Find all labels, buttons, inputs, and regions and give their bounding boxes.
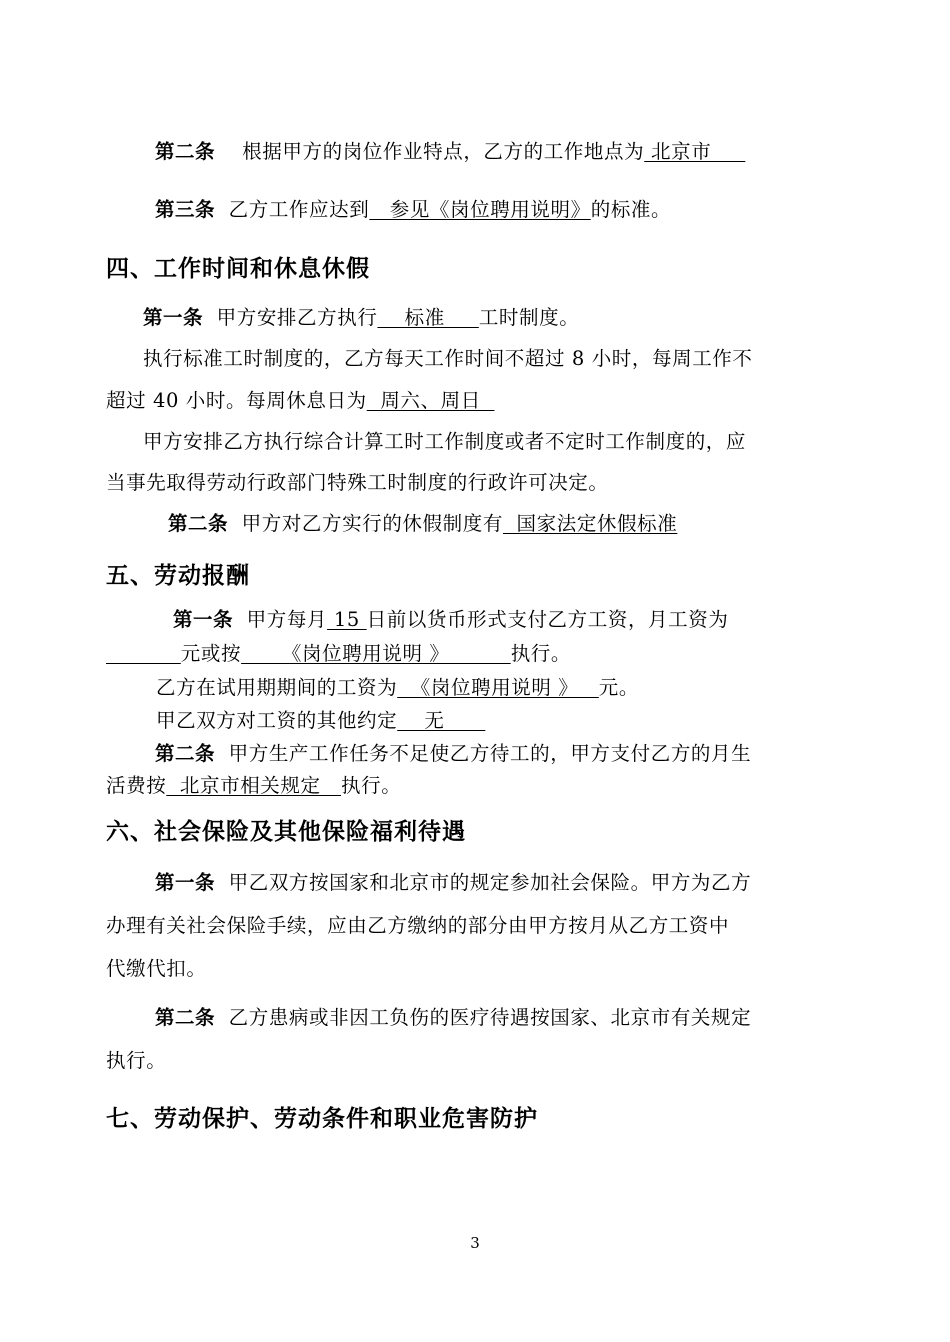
s3-article-3: 第三条 乙方工作应达到 参见《岗位聘用说明》的标准。 bbox=[155, 198, 672, 221]
salary-amount-blank bbox=[106, 642, 181, 665]
section-6-heading: 六、社会保险及其他保险福利待遇 bbox=[106, 819, 466, 845]
s5-article-1-line1: 第一条 甲方每月 15 日前以货币形式支付乙方工资，月工资为 bbox=[173, 608, 729, 631]
s5-article-2-line1: 第二条 甲方生产工作任务不足使乙方待工的，甲方支付乙方的月生 bbox=[155, 742, 752, 765]
payday-blank: 15 bbox=[327, 608, 367, 631]
s5-article-2-line2: 活费按 北京市相关规定 执行。 bbox=[106, 774, 402, 797]
s4-para2-line2: 当事先取得劳动行政部门特殊工时制度的行政许可决定。 bbox=[106, 471, 609, 494]
s3-article-2: 第二条 根据甲方的岗位作业特点，乙方的工作地点为 北京市 bbox=[155, 140, 746, 163]
s6-article-2-line1: 第二条 乙方患病或非因工负伤的医疗待遇按国家、北京市有关规定 bbox=[155, 1006, 752, 1029]
other-agreement-blank: 无 bbox=[397, 709, 486, 732]
section-5-heading: 五、劳动报酬 bbox=[106, 563, 250, 589]
s4-article-1: 第一条 甲方安排乙方执行 标准 工时制度。 bbox=[143, 306, 580, 329]
s6-article-1-line3: 代缴代扣。 bbox=[106, 957, 207, 980]
salary-ref-blank: 《岗位聘用说明 》 bbox=[241, 642, 511, 665]
work-hours-blank: 标准 bbox=[377, 306, 479, 329]
standard-blank: 参见《岗位聘用说明》 bbox=[369, 198, 591, 221]
living-allowance-blank: 北京市相关规定 bbox=[166, 774, 342, 797]
section-7-heading: 七、劳动保护、劳动条件和职业危害防护 bbox=[106, 1106, 538, 1132]
s5-trial-salary: 乙方在试用期期间的工资为 《岗位聘用说明 》 元。 bbox=[156, 676, 639, 699]
s4-article-2: 第二条 甲方对乙方实行的休假制度有 国家法定休假标准 bbox=[168, 512, 678, 535]
s6-article-1-line2: 办理有关社会保险手续，应由乙方缴纳的部分由甲方按月从乙方工资中 bbox=[106, 914, 730, 937]
leave-blank: 国家法定休假标准 bbox=[502, 512, 678, 535]
s5-other-agreement: 甲乙双方对工资的其他约定 无 bbox=[156, 709, 486, 732]
s4-para2-line1: 甲方安排乙方执行综合计算工时工作制度或者不定时工作制度的，应 bbox=[143, 430, 747, 453]
s6-article-2-line2: 执行。 bbox=[106, 1049, 167, 1072]
s6-article-1-line1: 第一条 甲乙双方按国家和北京市的规定参加社会保险。甲方为乙方 bbox=[155, 871, 752, 894]
s5-article-1-line2: 元或按 《岗位聘用说明 》 执行。 bbox=[106, 641, 571, 667]
workplace-blank: 北京市 bbox=[644, 140, 746, 163]
trial-salary-blank: 《岗位聘用说明 》 bbox=[397, 676, 599, 699]
section-4-heading: 四、工作时间和休息休假 bbox=[106, 256, 370, 282]
s4-para1-line2: 超过 40 小时。每周休息日为 周六、周日 bbox=[106, 389, 495, 412]
s4-para1-line1: 执行标准工时制度的，乙方每天工作时间不超过 8 小时，每周工作不 bbox=[143, 347, 753, 370]
page-number: 3 bbox=[470, 1234, 480, 1252]
rest-day-blank: 周六、周日 bbox=[366, 389, 495, 412]
